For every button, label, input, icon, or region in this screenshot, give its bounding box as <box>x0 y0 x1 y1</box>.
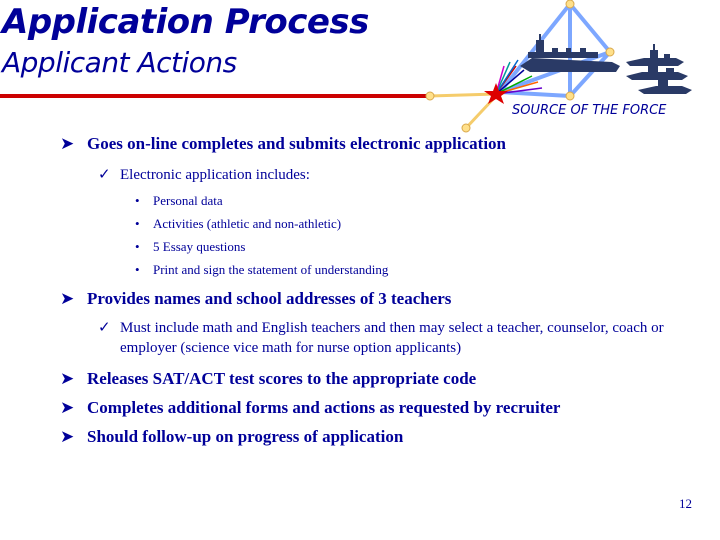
slide-subtitle: Applicant Actions <box>2 46 237 79</box>
checkmark-bullet-icon: ✓ <box>98 167 111 183</box>
bullet-text: Completes additional forms and actions as requested by recruiter <box>87 398 561 417</box>
bullet-text: Goes on-line completes and submits electronic application <box>87 134 507 153</box>
arrow-bullet-icon: ➤ <box>60 398 75 417</box>
bullet-level3 <box>60 260 710 280</box>
bullet-level1 <box>60 426 710 448</box>
bullet-level1 <box>60 397 710 419</box>
slide-title: Application Process <box>2 2 369 42</box>
title-underline <box>0 94 430 98</box>
slide-body <box>60 130 710 448</box>
bullet-text: Must include math and English teachers and then may select a teacher, counselor, coach or employer (science vice math for nurse option applicants) <box>120 320 664 356</box>
bullet-level1 <box>60 288 710 310</box>
bullet-level1 <box>60 133 710 155</box>
bullet-text: Activities (athletic and non-athletic) <box>153 216 342 231</box>
arrow-bullet-icon: ➤ <box>60 134 75 153</box>
bullet-text: Provides names and school addresses of 3 teachers <box>87 289 452 308</box>
bullet-text: Personal data <box>153 193 223 208</box>
bullet-text: 5 Essay questions <box>153 239 246 254</box>
arrow-bullet-icon: ➤ <box>60 369 75 388</box>
dot-bullet-icon: • <box>135 262 140 277</box>
page-number: 12 <box>679 496 692 511</box>
navy-logo-graphic <box>420 0 720 140</box>
dot-bullet-icon: • <box>135 216 140 231</box>
bullet-text: Print and sign the statement of understanding <box>153 262 389 277</box>
dot-bullet-icon: • <box>135 239 140 254</box>
bullet-text: Releases SAT/ACT test scores to the appropriate code <box>87 369 477 388</box>
bullet-level3 <box>60 191 710 211</box>
bullet-level2 <box>60 318 710 358</box>
arrow-bullet-icon: ➤ <box>60 289 75 308</box>
connector-lines <box>430 94 496 128</box>
dot-bullet-icon: • <box>135 193 140 208</box>
arrow-bullet-icon: ➤ <box>60 427 75 446</box>
bullet-level3 <box>60 214 710 234</box>
bullet-level2 <box>60 165 710 185</box>
logo-tagline: SOURCE OF THE FORCE <box>512 103 667 118</box>
warship-icon <box>626 44 684 66</box>
bullet-text: Should follow-up on progress of application <box>87 427 404 446</box>
bullet-level3 <box>60 237 710 257</box>
bullet-text: Electronic application includes: <box>120 167 310 183</box>
checkmark-bullet-icon: ✓ <box>98 320 111 336</box>
bullet-level1 <box>60 368 710 390</box>
